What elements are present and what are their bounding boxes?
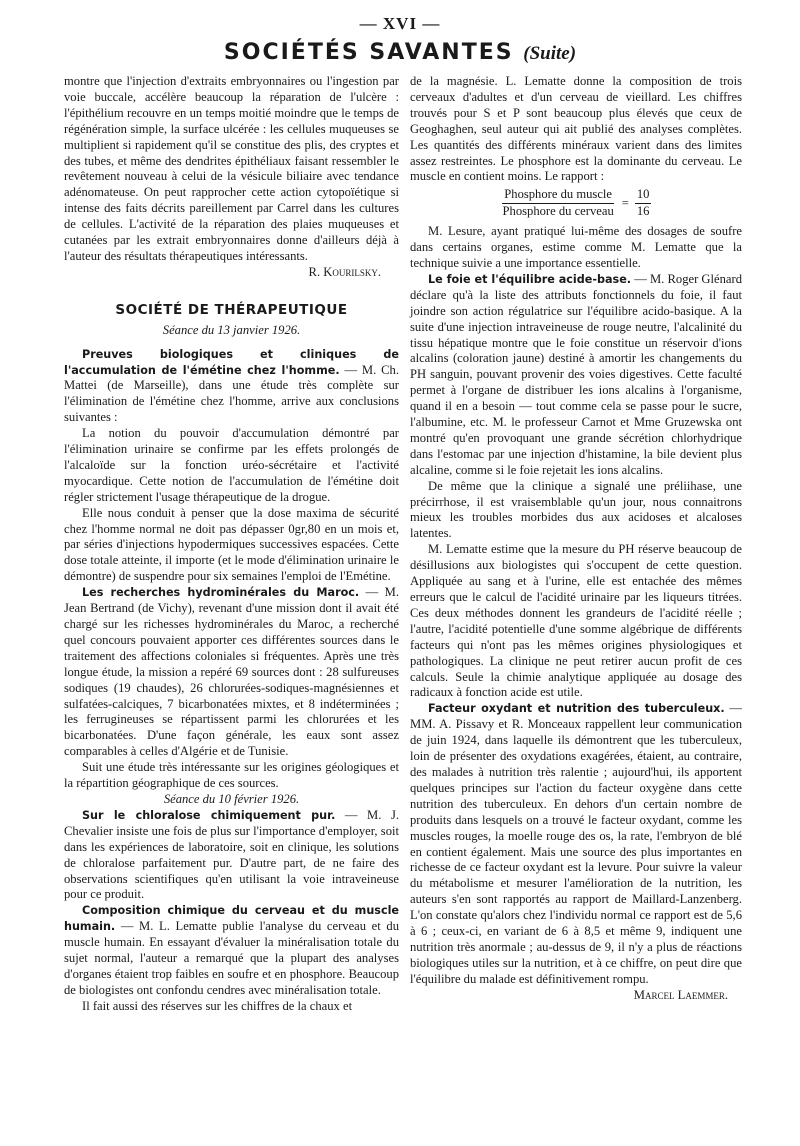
running-title <box>0 40 800 65</box>
article-paragraph: Preuves biologiques et cliniques de l'accumulation de l'émétine chez l'homme. — M. Ch. Mattei (de Marseille), dans une étude très complète sur l'élimination de l'émétine chez l'homme, arrive aux conclusions suivantes : <box>64 347 400 425</box>
running-title-text: SOCIÉTÉS SAVANTES <box>223 40 514 65</box>
ratio-numerator: 10 <box>635 187 652 204</box>
fraction-numerator: Phosphore du muscle <box>502 187 614 204</box>
ratio-denominator: 16 <box>636 204 650 219</box>
article-paragraph: Facteur oxydant et nutrition des tuberculeux. — MM. A. Pissavy et R. Monceaux rappellent leur communication de juin 1924, dans laquelle ils démontrent que les tuberculeux, loin de présenter des oxydations exagérées, étaient, au contraire, des malades à nutrition très ralentie ; aujourd'hui, ils apportent quelques principes sur l'action du facteur oxygène dans cette nutrition des tuberculeux. En dehors d'un certain nombre de produits dans lesquels on a trouvé le facteur oxydant, comme les muscles rouges, la moelle rouge des os, la rate, l'embryon de blé en contient également. Mais une source des plus importantes en richesse de ce facteur oxydant est la levure. Pour suivre la valeur du métabolisme et mesurer l'amélioration de la nutrition, les auteurs s'en sont rapportés au rapport de Maillard-Lanzenberg. L'on constate qu'alors chez l'individu normal ce rapport est de 5,6 à 6 ; ceux-ci, en variant de 6 à 8,5 et même 9, indiquent une nutrition très anormale ; au-dessus de 9, il n'y a plus de réactions biologiques utiles sur la nutrition, et à ce chiffre, on peut dire que l'équilibre du malade est définitivement rompu. <box>410 701 742 986</box>
article-paragraph: Les recherches hydrominérales du Maroc. — M. Jean Bertrand (de Vichy), revenant d'une mission dont il avait été chargé sur les richesses hydrominérales du Maroc, a recherché quel concours pouvaient apporter ces différentes sources dans le traitement des affections coloniales si fréquentes. Après une très longue étude, la mission a repéré 69 sources dont : 28 sulfureuses sodiques (19 chaudes), 26 chlorurées-sodiques-magnésiennes et sulfatées-calciques, 7 bicarbonatées mixtes, et 8 indéterminées ; les ferrugineuses se répartissent parmi les chlorurées et les bicarbonatées. D'une façon générale, les eaux sont assez comparables à celles d'Algérie et de Tunisie. <box>64 585 399 759</box>
author-signature: Marcel Laemmer. <box>633 987 728 1002</box>
paragraph: La notion du pouvoir d'accumulation démontré par l'élimination urinaire se confirme par les effets prolongés de l'alcaloïde sur la fonction uréo-sécrétaire et l'activité myocardique. Cette notion de l'accumulation de l'émétine doit régler strictement l'usage thérapeutique de la drogue. <box>64 426 399 504</box>
paragraph: M. Lesure, ayant pratiqué lui-même des dosages de soufre dans certains organes, estime comme M. Lematte que la technique suivie a une importance essentielle. <box>410 224 742 270</box>
paragraph: Il fait aussi des réserves sur les chiffres de la chaux et <box>82 998 353 1013</box>
article-heading: Preuves biologiques et cliniques de l'accumulation de l'émétine chez l'homme. <box>64 347 399 377</box>
right-column <box>410 74 742 1004</box>
left-column <box>64 74 399 1015</box>
session-date: Séance du 13 janvier 1926. <box>162 322 301 337</box>
paragraph: M. Lematte estime que la mesure du PH réserve beaucoup de désillusions aux biologistes qui s'occupent de cette question. Appliquée au sang et à l'urine, elle est entachée des mêmes erreurs que le calcul de l'acidité urinaire par les liqueurs titrées. Ces deux méthodes donnent les grandeurs de l'acidité réelle ; l'autre, l'acidité potentielle d'une somme algébrique de différents facteurs qui n'ont pas les mêmes origines physiologiques et pathologiques. La clinique ne peut retirer aucun profit de ces calculs. Seule la chimie analytique appliquée au dosage des radicaux à fonction acide est utile. <box>410 542 742 700</box>
running-title-suite: (Suite) <box>523 43 577 64</box>
article-heading: Sur le chloralose chimiquement pur. <box>82 808 336 822</box>
article-heading: Les recherches hydrominérales du Maroc. <box>82 586 360 600</box>
article-heading: Composition chimique du cerveau et du muscle humain. <box>64 904 399 934</box>
paragraph: montre que l'injection d'extraits embryonnaires ou l'ingestion par voie buccale, accélère beaucoup la réparation de l'ulcère : l'épithélium recouvre en un temps moitié moindre que le temps de régénération simple, la surface ulcérée : les cellules muqueuses se multiplient si rapidement qu'il se constitue des plis, des cryptes et des tubes, et même des dendrites épithéliaux faisant ressembler le revêtement nouveau à celui de la vésicule biliaire avec tendance adénomateuse. On peut rapprocher cette action cytopoïétique si intense des faits décrits pareillement par Carrel dans les cultures de cellules. L'activité de la réparation des plaies muqueuses et cutanées par les extrait embryonnaires donne d'ailleurs déjà à l'auteur des résultats thérapeutiques intéressants. <box>64 74 399 263</box>
paragraph: Elle nous conduit à penser que la dose maxima de sécurité chez l'homme normal ne doit pas dépasser 0gr,80 en un mois et, par séries d'injections hypodermiques successives espacées. Cette dose totale atteinte, il importe (et le mode d'élimination urinaire le démontre) de suspendre pour six semaines l'emploi de l'Emétine. <box>64 505 399 584</box>
author-signature: R. Kourilsky. <box>308 264 381 279</box>
article-paragraph: Le foie et l'équilibre acide-base. — M. Roger Glénard déclare qu'à la liste des attributs fonctionnels du foie, il faut joindre son action régulatrice sur l'équilibre acido-basique. A la suite d'une injection intraveineuse de rouge neutre, l'alcalinité du tissu hépatique montre que le foie constitue un réservoir d'ions alcalins (coloration jaune) destiné à amortir les changements du PH sanguin, pouvant provenir des voies digestives. Cette faculté permet à l'organe de distribuer les ions alcalins à l'organisme, quand il en a besoin — tout comme cela se passe pour le sucre, l'albumine, etc. M. le professeur Carnot et Mme Gruzewska ont montré qu'en provoquant une grande sécrétion chlorhydrique dans l'estomac par une injection d'histamine, la bile devient plus alcaline, comme si le foie rejetait les ions alcalins. <box>410 271 742 477</box>
paragraph: Suit une étude très intéressante sur les origines géologiques et la répartition géographique de ces sources. <box>64 760 399 791</box>
article-heading: Le foie et l'équilibre acide-base. <box>428 272 632 286</box>
session-date: Séance du 10 février 1926. <box>163 791 300 806</box>
section-title: SOCIÉTÉ DE THÉRAPEUTIQUE <box>115 301 348 318</box>
article-paragraph: Sur le chloralose chimiquement pur. — M. J. Chevalier insiste une fois de plus sur l'importance d'employer, soit dans les expériences de laboratoire, soit en clinique, les solutions de chloralose parfaitement pur. D'autre part, de ne faire des observations scientifiques qu'en utilisant la voie intraveineuse pour ce produit. <box>64 807 399 902</box>
paragraph: De même que la clinique a signalé une préliihase, une précirrhose, il est vraisemblable qu'un jour, nous connaitrons mieux les troubles morbides dus aux acidoses et alcaloses latentes. <box>410 478 742 541</box>
fraction-denominator: Phosphore du cerveau <box>502 204 614 219</box>
article-heading: Facteur oxydant et nutrition des tuberculeux. <box>428 702 725 716</box>
paragraph: de la magnésie. L. Lematte donne la composition de trois cerveaux d'adultes et d'un cerveau de vieillard. Les chiffres trouvés pour S et P sont beaucoup plus élevés que ceux de Geoghaghen, seul auteur qui ait publié des analyses complètes. Les quantités des différents minéraux varient dans des limites assez restreintes. Le phosphore est la dominante du cerveau. Le muscle en contient moins. Le rapport : <box>410 74 742 184</box>
page-folio: — XVI — <box>359 14 441 33</box>
equals-sign: = <box>621 195 629 210</box>
ratio-formula <box>410 187 742 220</box>
article-paragraph: Composition chimique du cerveau et du muscle humain. — M. L. Lematte publie l'analyse du cerveau et du muscle humain. En essayant d'évaluer la minéralisation totale du sujet normal, l'auteur a remarqué que la plupart des analyses d'organes étaient trop faibles en soufre et en phosphore. Beaucoup de biologistes ont confondu cendres avec minéralisation totale. <box>64 904 399 997</box>
